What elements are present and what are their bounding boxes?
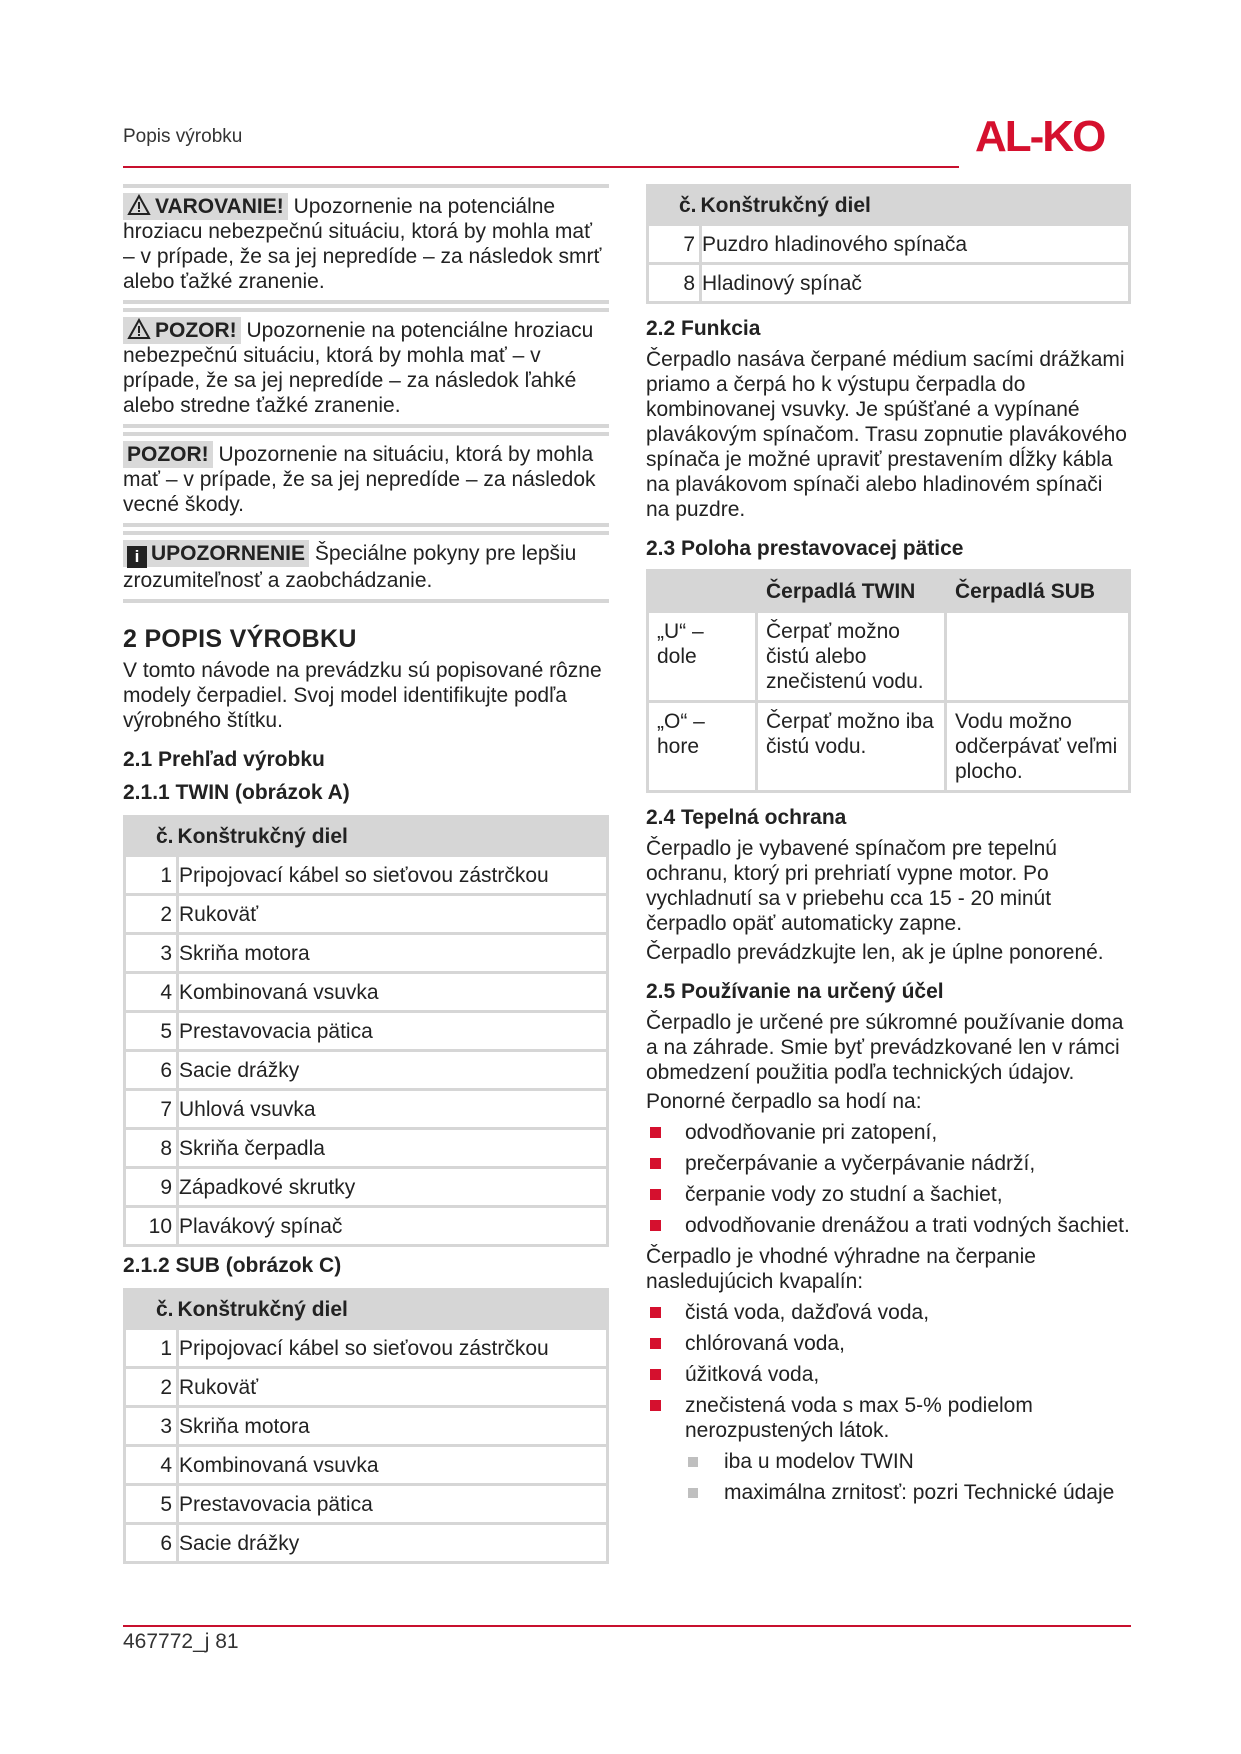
thermal-text: Čerpadlo je vybavené spínačom pre tepelnú ochranu, ktorý pri prehriatí vypne motor. Po vychladnutí sa v priebehu cca 15 - 20 minút čerpadlo opäť automaticky zapne. (646, 837, 1057, 935)
caution-text: Upozornenie na potenciálne hroziacu nebezpečnú situáciu, ktorá by mohla mať – v prípade, že sa jej nepredíde – za následok ľahké alebo stredne ťažké zranenie. (123, 319, 594, 417)
func-title: 2.2 Funkcia (646, 317, 761, 340)
logo-text: AL-KO (975, 113, 1105, 155)
use-title: 2.5 Používanie na určený účel (646, 980, 944, 1003)
list-item: úžitková voda, (646, 1362, 1131, 1387)
table-row (125, 973, 608, 1012)
cell-num: 6 (125, 1051, 178, 1090)
cell-part: Sacie drážky (178, 1051, 608, 1090)
sub-parts-table-cont (646, 184, 1131, 304)
base-header-sub: Čerpadlá SUB (946, 571, 1130, 612)
cell-num: 2 (125, 895, 178, 934)
cell-num: 3 (125, 934, 178, 973)
table-header-num: č. (648, 186, 701, 225)
header-title: Popis výrobku (123, 126, 243, 147)
cell-part: Sacie drážky (178, 1524, 608, 1563)
list-item: maximálna zrnitosť: pozri Technické údaje (646, 1480, 1131, 1505)
table-row (648, 225, 1130, 264)
list-item: chlórovaná voda, (646, 1331, 1131, 1356)
cell-part: Rukoväť (178, 895, 608, 934)
cell-num: 7 (125, 1090, 178, 1129)
cell-num: 4 (125, 1446, 178, 1485)
warning-note (123, 184, 609, 304)
liquid-sub-list (646, 1449, 1131, 1505)
list-item: odvodňovanie drenážou a trati vodných šachiet. (646, 1213, 1131, 1238)
sub-parts-table (123, 1288, 609, 1564)
table-row (125, 1168, 608, 1207)
logo-graphic (975, 113, 1135, 155)
table-row (125, 1485, 608, 1524)
cell-part: Kombinovaná vsuvka (178, 973, 608, 1012)
cell-num: 8 (648, 264, 701, 303)
table-row (125, 934, 608, 973)
base-position-table (646, 569, 1131, 793)
table-header-part: Konštrukčný diel (701, 186, 1130, 225)
base-header-empty (648, 571, 757, 612)
cell-part: Skriňa motora (178, 934, 608, 973)
table-row (125, 856, 608, 895)
cell-part: Kombinovaná vsuvka (178, 1446, 608, 1485)
func-text: Čerpadlo nasáva čerpané médium sacími drážkami priamo a čerpá ho k výstupu čerpadla do kombinovanej vsuvky. Je spúšťané a vypínané plavákovým spínačom. Trasu zopnutie plavákového spínača je možné upraviť prestavením dĺžky kábla na plavákovom spínači alebo hladinovém spínači na puzdre. (646, 348, 1127, 521)
base-cell: „U“ – dole (648, 612, 757, 702)
table-row (125, 1090, 608, 1129)
sub-title: 2.1.2 SUB (obrázok C) (123, 1254, 342, 1277)
section-title: 2 POPIS VÝROBKU (123, 625, 357, 653)
cell-num: 10 (125, 1207, 178, 1246)
list-item: čerpanie vody zo studní a šachiet, (646, 1182, 1131, 1207)
cell-part: Rukoväť (178, 1368, 608, 1407)
table-row (125, 895, 608, 934)
thermal-title: 2.4 Tepelná ochrana (646, 806, 847, 829)
cell-num: 8 (125, 1129, 178, 1168)
cell-num: 1 (125, 856, 178, 895)
base-cell: Vodu možno odčerpávať veľmi plocho. (946, 702, 1130, 792)
thermal-text-2: Čerpadlo prevádzkujte len, ak je úplne ponorené. (646, 941, 1104, 964)
cell-num: 2 (125, 1368, 178, 1407)
warning-triangle-icon (127, 318, 151, 340)
twin-title: 2.1.1 TWIN (obrázok A) (123, 781, 350, 804)
cell-part: Uhlová vsuvka (178, 1090, 608, 1129)
table-row (125, 1207, 608, 1246)
caution-note (123, 308, 609, 428)
caution-tag (123, 317, 241, 344)
cell-num: 7 (648, 225, 701, 264)
table-row (125, 1368, 608, 1407)
cell-part: Západkové skrutky (178, 1168, 608, 1207)
table-header-num: č. (125, 817, 178, 856)
info-tag (123, 540, 309, 567)
use-text-3: Čerpadlo je vhodné výhradne na čerpanie nasledujúcich kvapalín: (646, 1245, 1036, 1293)
base-cell: Čerpať možno čistú alebo znečistenú vodu. (757, 612, 946, 702)
cell-part: Puzdro hladinového spínača (701, 225, 1130, 264)
notice-text: Upozornenie na situáciu, ktorá by mohla mať – v prípade, že sa jej nepredíde – za následok vecné škody. (123, 443, 596, 516)
warning-tag (123, 193, 288, 220)
twin-parts-table (123, 815, 609, 1247)
table-row (648, 612, 1130, 702)
cell-part: Pripojovací kábel so sieťovou zástrčkou (178, 1329, 608, 1368)
base-cell (946, 612, 1130, 702)
table-row (125, 1524, 608, 1563)
notice-note (123, 432, 609, 527)
footer-rule (123, 1625, 1131, 1627)
cell-num: 3 (125, 1407, 178, 1446)
list-item: prečerpávanie a vyčerpávanie nádrží, (646, 1151, 1131, 1176)
info-icon: i (127, 546, 147, 568)
table-row (648, 702, 1130, 792)
header-rule (123, 166, 959, 168)
cell-part: Prestavovacia pätica (178, 1012, 608, 1051)
warning-label: VAROVANIE! (155, 195, 284, 218)
list-item: čistá voda, dažďová voda, (646, 1300, 1131, 1325)
table-row (125, 1129, 608, 1168)
base-cell: „O“ – hore (648, 702, 757, 792)
cell-num: 1 (125, 1329, 178, 1368)
warning-text: Upozornenie na potenciálne hroziacu nebezpečnú situáciu, ktorá by mohla mať – v prípade, že sa jej nepredíde – za následok smrť alebo ťažké zranenie. (123, 195, 602, 293)
notice-label: POZOR! (123, 441, 213, 468)
list-item: odvodňovanie pri zatopení, (646, 1120, 1131, 1145)
alko-logo (975, 113, 1135, 160)
cell-num: 9 (125, 1168, 178, 1207)
cell-num: 5 (125, 1485, 178, 1524)
info-text: Špeciálne pokyny pre lepšiu zrozumiteľnosť a zaobchádzanie. (123, 542, 577, 592)
table-row (648, 264, 1130, 303)
table-header-num: č. (125, 1290, 178, 1329)
section-text: V tomto návode na prevádzku sú popisované rôzne modely čerpadiel. Svoj model identifikujte podľa výrobného štítku. (123, 659, 602, 732)
cell-part: Skriňa čerpadla (178, 1129, 608, 1168)
table-header-part: Konštrukčný diel (178, 817, 608, 856)
cell-num: 6 (125, 1524, 178, 1563)
cell-part: Skriňa motora (178, 1407, 608, 1446)
table-row (125, 1407, 608, 1446)
page-number: 467772_j 81 (123, 1630, 239, 1653)
right-column (646, 184, 1131, 1511)
list-item: znečistená voda s max 5-% podielom nerozpustených látok. (646, 1393, 1131, 1443)
table-header-part: Konštrukčný diel (178, 1290, 608, 1329)
warning-triangle-icon (127, 194, 151, 216)
caution-label: POZOR! (155, 319, 237, 342)
table-row (125, 1329, 608, 1368)
cell-num: 4 (125, 973, 178, 1012)
use-list (646, 1120, 1131, 1238)
left-column (123, 184, 609, 1570)
base-title: 2.3 Poloha prestavovacej pätice (646, 537, 964, 560)
cell-num: 5 (125, 1012, 178, 1051)
cell-part: Prestavovacia pätica (178, 1485, 608, 1524)
cell-part: Hladinový spínač (701, 264, 1130, 303)
list-item: iba u modelov TWIN (646, 1449, 1131, 1474)
use-text-2: Ponorné čerpadlo sa hodí na: (646, 1090, 922, 1113)
cell-part: Plavákový spínač (178, 1207, 608, 1246)
table-row (125, 1012, 608, 1051)
base-header-twin: Čerpadlá TWIN (757, 571, 946, 612)
cell-part: Pripojovací kábel so sieťovou zástrčkou (178, 856, 608, 895)
table-row (125, 1051, 608, 1090)
table-row (125, 1446, 608, 1485)
info-note (123, 531, 609, 603)
use-text: Čerpadlo je určené pre súkromné používanie doma a na záhrade. Smie byť prevádzkované len v rámci obmedzení použitia podľa technických údajov. (646, 1011, 1124, 1084)
liquid-list (646, 1300, 1131, 1443)
base-cell: Čerpať možno iba čistú vodu. (757, 702, 946, 792)
info-label: UPOZORNENIE (151, 542, 306, 565)
overview-title: 2.1 Prehľad výrobku (123, 748, 325, 771)
